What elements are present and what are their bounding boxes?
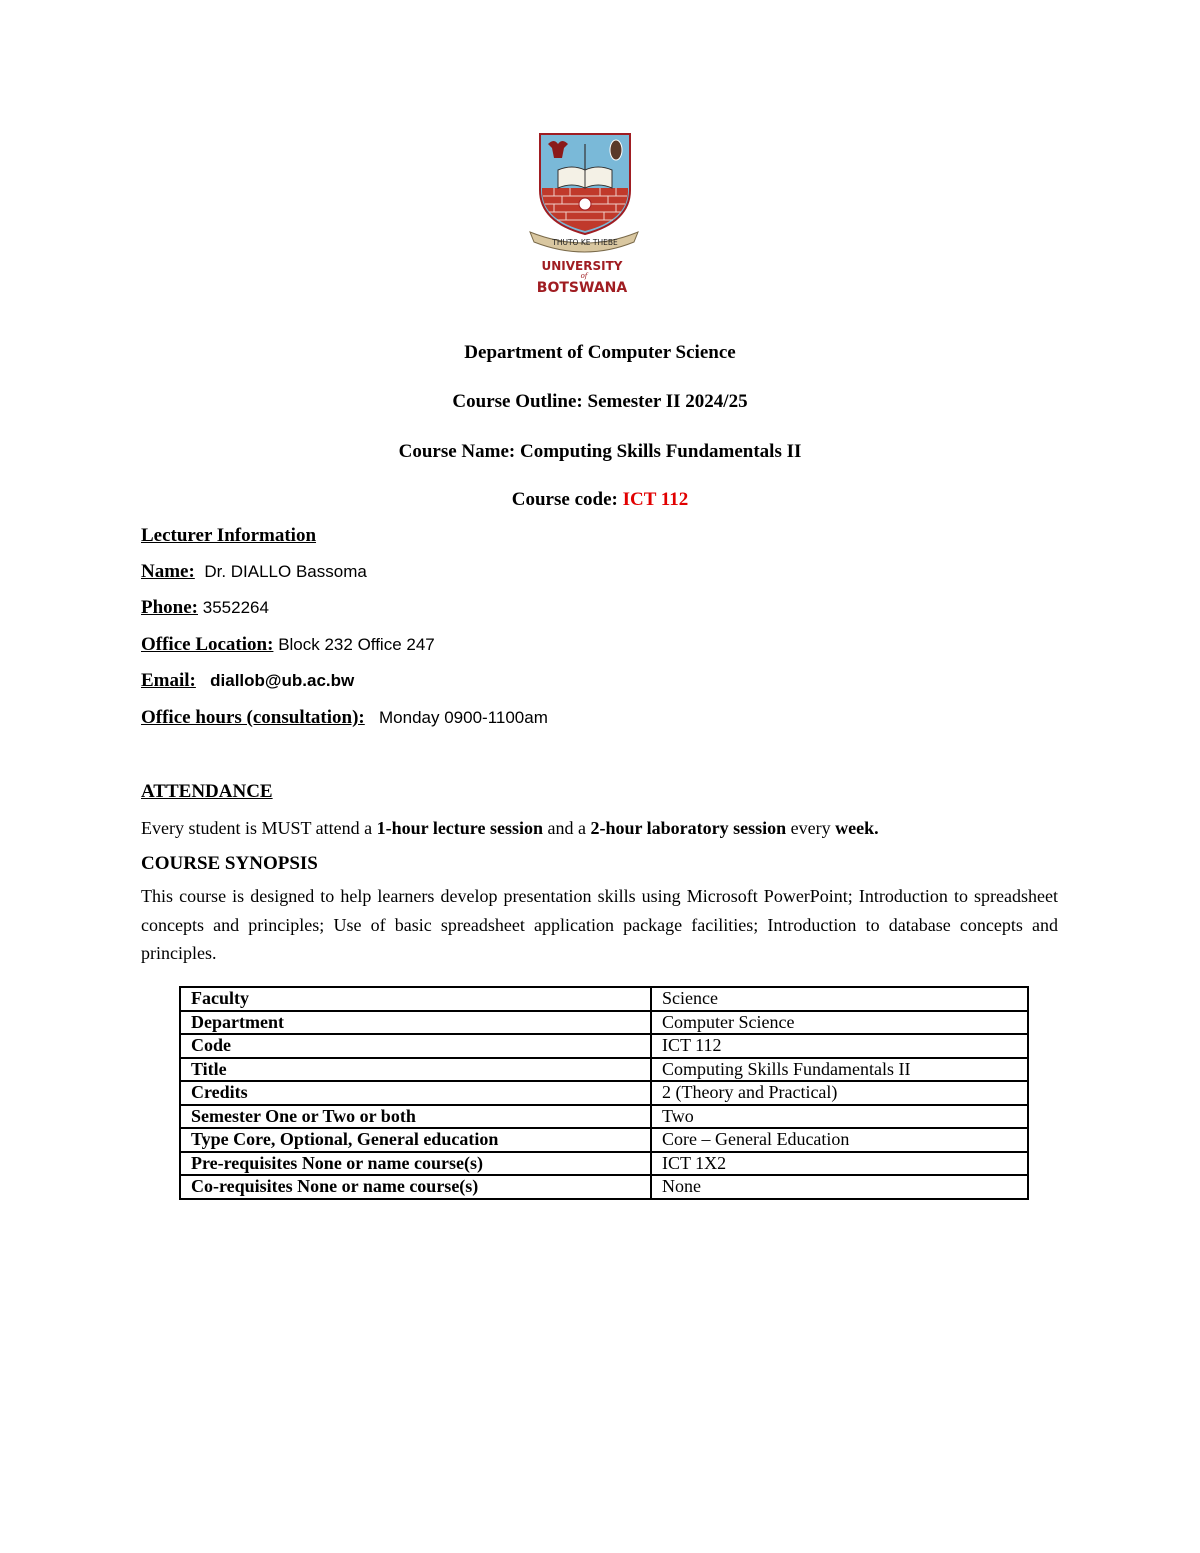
lecturer-heading: Lecturer Information (141, 525, 317, 546)
table-row (180, 1128, 1028, 1152)
attendance-lecture-session: 1-hour lecture session (376, 818, 543, 838)
lecturer-phone-label: Phone: (141, 597, 198, 618)
attendance-lab-session: 2-hour laboratory session (590, 818, 787, 838)
synopsis-heading: COURSE SYNOPSIS (141, 853, 318, 874)
table-cell-value: Science (651, 987, 1028, 1011)
table-cell-value: ICT 1X2 (651, 1152, 1028, 1176)
table-cell-key: Pre-requisites None or name course(s) (180, 1152, 651, 1176)
lecturer-name-label: Name: (141, 561, 195, 582)
university-logo (524, 130, 644, 300)
lecturer-email-value[interactable]: diallob@ub.ac.bw (210, 671, 355, 690)
lecturer-email-label: Email: (141, 670, 196, 691)
table-cell-key: Co-requisites None or name course(s) (180, 1175, 651, 1199)
table-row (180, 1081, 1028, 1105)
table-row (180, 1058, 1028, 1082)
course-name-title: Course Name: Computing Skills Fundamentals II (398, 441, 802, 462)
course-info-table-body (180, 987, 1028, 1199)
table-row (180, 1105, 1028, 1129)
lecturer-office-value: Block 232 Office 247 (278, 635, 435, 654)
attendance-week: week. (835, 818, 879, 838)
university-name-line1: UNIVERSITY (541, 259, 623, 273)
table-cell-key: Title (180, 1058, 651, 1082)
table-cell-key: Semester One or Two or both (180, 1105, 651, 1129)
course-code-label: Course code: (511, 489, 618, 510)
department-title: Department of Computer Science (464, 342, 736, 363)
lecturer-office-label: Office Location: (141, 634, 274, 655)
table-cell-value: 2 (Theory and Practical) (651, 1081, 1028, 1105)
attendance-text (141, 818, 879, 839)
attendance-text-part: and a (542, 818, 591, 838)
table-cell-value: Core – General Education (651, 1128, 1028, 1152)
table-cell-key: Type Core, Optional, General education (180, 1128, 651, 1152)
table-row (180, 1152, 1028, 1176)
table-row (180, 1175, 1028, 1199)
table-cell-value: ICT 112 (651, 1034, 1028, 1058)
table-cell-key: Department (180, 1011, 651, 1035)
table-cell-key: Credits (180, 1081, 651, 1105)
attendance-text-part: Every student is MUST attend a (141, 818, 377, 838)
lecturer-office-row (141, 634, 435, 656)
university-name-of: of (580, 272, 588, 280)
attendance-text-part: every (786, 818, 836, 838)
attendance-heading: ATTENDANCE (141, 781, 273, 802)
synopsis-text: This course is designed to help learners develop presentation skills using Microsoft PowerPoint; Introduction to spreadsheet concepts and principles; Use of basic spreadsheet application package facilities; Introduction to database concepts and principles. (141, 886, 1058, 963)
lecturer-hours-value: Monday 0900-1100am (379, 708, 548, 727)
course-code-value: ICT 112 (622, 489, 689, 510)
table-cell-value: Two (651, 1105, 1028, 1129)
lecturer-hours-row (141, 707, 548, 729)
course-code-line (0, 489, 1200, 511)
table-cell-key: Code (180, 1034, 651, 1058)
university-name-line2: BOTSWANA (536, 280, 628, 296)
course-info-table (179, 986, 1029, 1200)
lecturer-hours-label: Office hours (consultation): (141, 707, 365, 728)
course-outline-title: Course Outline: Semester II 2024/25 (452, 391, 748, 412)
table-cell-value: Computing Skills Fundamentals II (651, 1058, 1028, 1082)
lecturer-email-row (141, 670, 354, 692)
lecturer-name-row (141, 561, 367, 583)
table-cell-value: None (651, 1175, 1028, 1199)
crest-icon (524, 130, 644, 300)
table-cell-key: Faculty (180, 987, 651, 1011)
lecturer-name-value: Dr. DIALLO Bassoma (204, 562, 367, 581)
lecturer-phone-row (141, 597, 269, 619)
table-row (180, 1011, 1028, 1035)
motto-text: THUTO KE THEBE (552, 238, 618, 247)
table-row (180, 987, 1028, 1011)
table-row (180, 1034, 1028, 1058)
table-cell-value: Computer Science (651, 1011, 1028, 1035)
lecturer-phone-value: 3552264 (202, 598, 269, 617)
